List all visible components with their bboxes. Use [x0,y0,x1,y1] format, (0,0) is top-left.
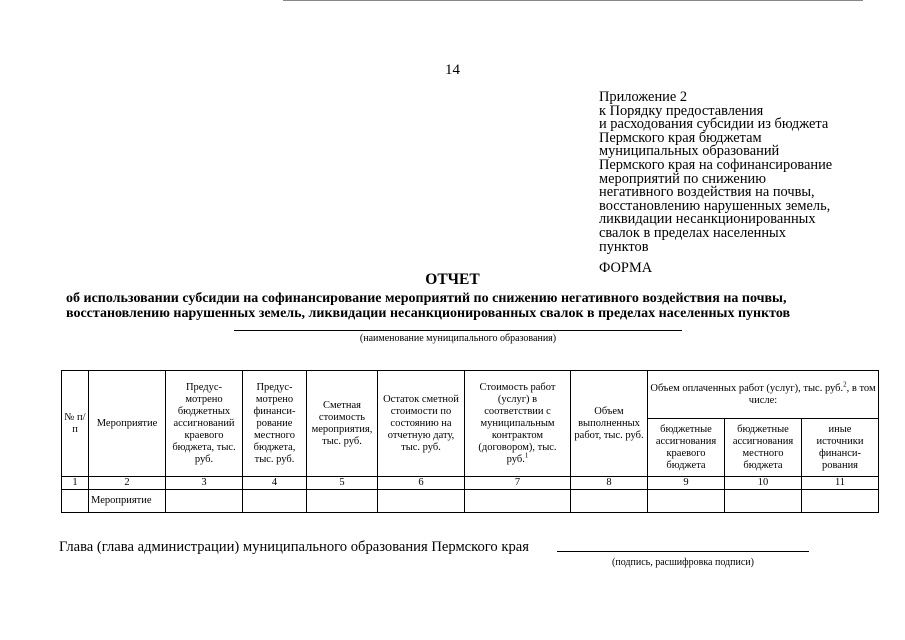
row-num-cell[interactable] [62,490,89,513]
appendix-line: Пермского края на софинансирование [599,156,833,173]
header-paid-local: бюджетные ассигнования местного бюджета [725,419,802,477]
row-data-cell[interactable] [725,490,802,513]
table-row [62,490,879,513]
row-data-cell[interactable] [166,490,243,513]
appendix-line: негативного воздействия на почвы, [599,184,815,201]
column-number: 1 [62,477,89,490]
appendix-block [599,91,899,254]
row-data-cell[interactable] [307,490,378,513]
column-number: 4 [243,477,307,490]
header-paid-group-text: Объем оплаченных работ (услуг), тыс. руб. [650,382,844,394]
document-subtitle [66,292,866,321]
header-event: Мероприятие [89,371,166,477]
header-contract-text: Стоимость работ (услуг) в соответствии с муниципальным контрактом (договором), тыс. руб. [478,381,557,465]
header-planned-local: Предус-мотрено финанси-рование местного бюджета, тыс. руб. [243,371,307,477]
header-volume: Объем выполненных работ, тыс. руб. [571,371,648,477]
appendix-line: восстановлению нарушенных земель, [599,197,831,214]
column-number: 5 [307,477,378,490]
column-number: 6 [378,477,465,490]
municipality-field-line[interactable] [234,330,682,331]
header-paid-group [648,371,879,419]
appendix-line: Приложение 2 [599,89,688,105]
column-number-row [62,477,879,490]
column-number: 10 [725,477,802,490]
subtitle-line-2: восстановлению нарушенных земель, ликвидации несанкционированных свалок в пределах населенных пунктов [66,305,791,321]
header-remainder: Остаток сметной стоимости по состоянию на отчетную дату, тыс. руб. [378,371,465,477]
signature-text: Глава (глава администрации) муниципального образования Пермского края [59,539,529,555]
footnote-2-mark: 2 [843,380,847,388]
header-paid-group-tail: , в том числе: [748,382,876,406]
header-estimate: Сметная стоимость мероприятия, тыс. руб. [307,371,378,477]
footnote-1-mark: 1 [524,451,529,459]
row-data-cell[interactable] [243,490,307,513]
signature-line[interactable] [557,551,809,552]
row-data-cell[interactable] [648,490,725,513]
form-label: ФОРМА [599,260,653,276]
appendix-line: ликвидации несанкционированных [599,211,816,228]
column-number: 8 [571,477,648,490]
appendix-line: мероприятий по снижению [599,170,766,187]
top-rule [283,0,863,1]
row-data-cell[interactable] [571,490,648,513]
document-title: ОТЧЕТ [425,271,480,288]
header-paid-other: иные источники финанси-рования [802,419,879,477]
report-table [61,370,879,513]
column-number: 7 [465,477,571,490]
row-data-cell[interactable] [378,490,465,513]
header-planned-regional: Предус-мотрено бюджетных ассигнований краевого бюджета, тыс. руб. [166,371,243,477]
subtitle-line-1: об использовании субсидии на софинансирование мероприятий по снижению негативного воздействия на почвы, [66,291,787,306]
column-number: 2 [89,477,166,490]
column-number: 3 [166,477,243,490]
row-event-cell: Мероприятие [89,490,166,513]
appendix-line: к Порядку предоставления [599,102,764,119]
appendix-line: муниципальных образований [599,143,780,160]
header-num: № п/п [62,371,89,477]
signature-caption: (подпись, расшифровка подписи) [612,557,754,568]
page-number: 14 [445,62,460,78]
row-data-cell[interactable] [465,490,571,513]
appendix-line: Пермского края бюджетам [599,129,762,146]
header-paid-regional: бюджетные ассигнования краевого бюджета [648,419,725,477]
row-data-cell[interactable] [802,490,879,513]
column-number: 11 [802,477,879,490]
municipality-caption: (наименование муниципального образования) [359,333,557,344]
appendix-line: свалок в пределах населенных [599,224,786,241]
appendix-line: и расходования субсидии из бюджета [599,116,829,133]
header-contract [465,371,571,477]
appendix-line: пунктов [599,238,649,255]
column-number: 9 [648,477,725,490]
